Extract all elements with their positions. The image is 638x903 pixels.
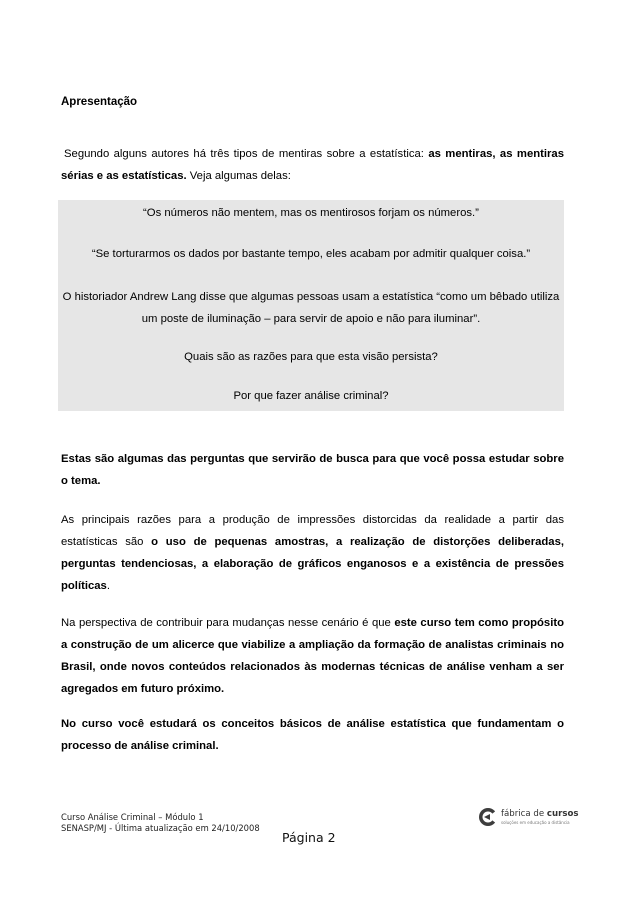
reasons-tail: .	[106, 580, 110, 592]
quotes-box	[58, 200, 564, 411]
question-item: Quais são as razões para que esta visão persista?	[184, 351, 438, 363]
intro-lead: Segundo alguns autores há três tipos de mentiras sobre a estatística:	[64, 148, 429, 160]
footer-course-line: Curso Análise Criminal – Módulo 1	[61, 812, 204, 822]
quote-item: O historiador Andrew Lang disse que algumas pessoas usam a estatística “como um bêbado utiliza um poste de iluminação – para servir de apoio e não para iluminar”.	[62, 291, 560, 325]
fabrica-de-cursos-logo-icon	[478, 806, 498, 828]
footer-update-line: SENASP/MJ - Última atualização em 24/10/2008	[61, 823, 260, 833]
intro-tail: Veja algumas delas:	[186, 170, 291, 182]
logo-wordmark	[501, 809, 578, 819]
quote-item: “Se torturarmos os dados por bastante tempo, eles acabam por admitir qualquer coisa.”	[91, 248, 531, 260]
question-item: Por que fazer análise criminal?	[233, 390, 389, 402]
fabrica-de-cursos-logo	[478, 806, 578, 832]
paragraph-purpose	[61, 612, 564, 700]
page-number: Página 2	[282, 830, 336, 845]
quote-item: “Os números não mentem, mas os mentirosos forjam os números.”	[143, 207, 479, 219]
purpose-bold: este curso tem como propósito a construção de um alicerce que viabilize a ampliação da formação de analistas criminais no Brasil, onde novos conteúdos relacionados às modernas técnicas de análise venham a ser agregados em futuro próximo.	[61, 617, 564, 695]
paragraph-reasons	[61, 509, 564, 597]
purpose-lead: Na perspectiva de contribuir para mudanças nesse cenário é que	[61, 617, 395, 629]
logo-name-bold: cursos	[546, 809, 579, 819]
paragraph-questions: Estas são algumas das perguntas que servirão de busca para que você possa estudar sobre o tema.	[61, 453, 564, 487]
reasons-bold: o uso de pequenas amostras, a realização de distorções deliberadas, perguntas tendenciosas, a elaboração de gráficos enganosos e a existência de pressões políticas	[61, 536, 565, 592]
intro-bold: as mentiras, as mentiras sérias e as estatísticas.	[61, 148, 564, 182]
section-title: Apresentação	[61, 96, 138, 108]
logo-tagline: soluções em educação a distância	[501, 820, 570, 825]
footer-info	[61, 812, 260, 834]
paragraph-course: No curso você estudará os conceitos básicos de análise estatística que fundamentam o processo de análise criminal.	[61, 718, 564, 752]
logo-name-regular: fábrica de	[501, 809, 547, 819]
reasons-lead: As principais razões para a produção de impressões distorcidas da realidade a partir das estatísticas são	[61, 514, 564, 548]
intro-paragraph	[61, 143, 564, 187]
